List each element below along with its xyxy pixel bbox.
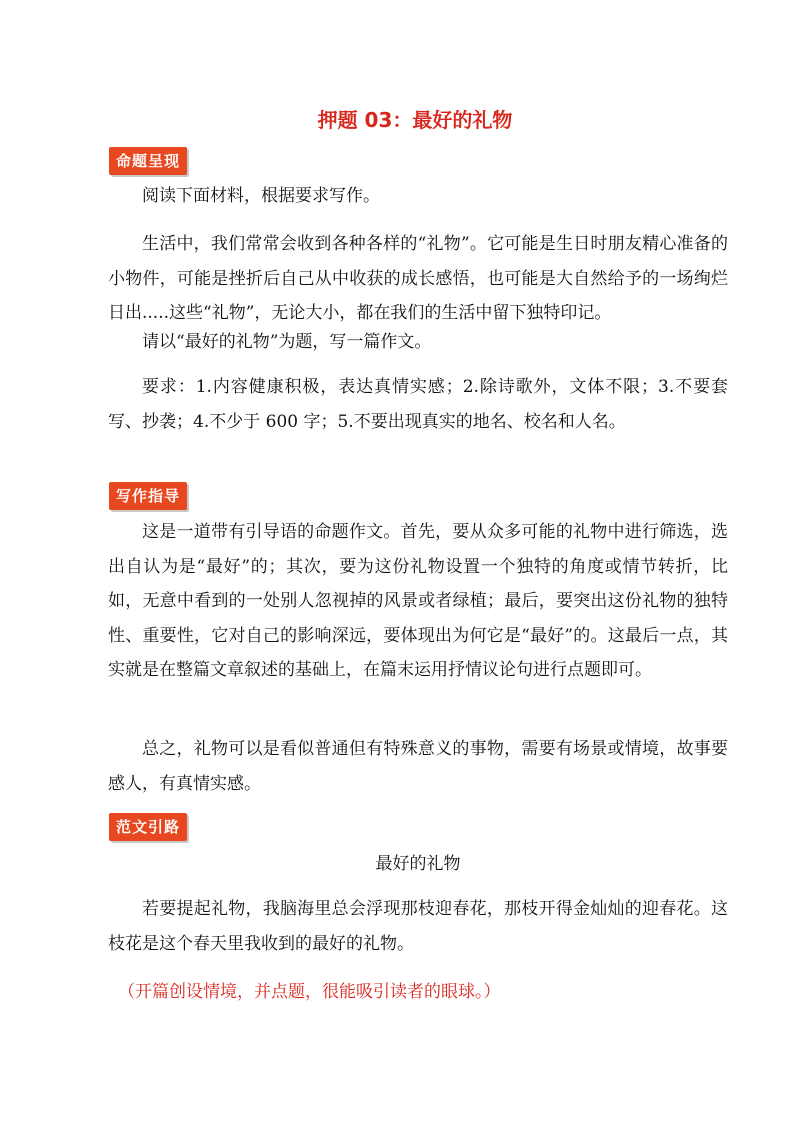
guide-paragraph-1: 这是一道带有引导语的命题作文。首先，要从众多可能的礼物中进行筛选，选出自认为是“最好”的；其次，要为这份礼物设置一个独特的角度或情节转折，比如，无意中看到的一处别人忽视掉的风景或者绿植；最后，要突出这份礼物的独特性、重要性，它对自己的影响深远，要体现出为何它是“最好”的。这最后一点，其实就是在整篇文章叙述的基础上，在篇末运用抒情议论句进行点题即可。 (108, 522, 728, 680)
sample-essay-title: 最好的礼物 (375, 854, 461, 874)
prompt-paragraph-2: 生活中，我们常常会收到各种各样的“礼物”。它可能是生日时朋友精心准备的小物件，可能是挫折后自己从中收获的成长感悟，也可能是大自然给予的一场绚烂日出.....这些“礼物”，无论大小，都在我们的生活中留下独特印记。 (108, 234, 728, 323)
page-title: 押题 03：最好的礼物 (317, 108, 513, 132)
section-label-prompt: 命题呈现 (109, 147, 187, 175)
prompt-paragraph-3: 请以“最好的礼物”为题，写一篇作文。 (142, 332, 432, 352)
sample-paragraph-1: 若要提起礼物，我脑海里总会浮现那枝迎春花，那枝开得金灿灿的迎春花。这枝花是这个春天里我收到的最好的礼物。 (108, 899, 728, 954)
section-label-sample: 范文引路 (109, 813, 187, 841)
prompt-paragraph-1: 阅读下面材料，根据要求写作。 (142, 186, 380, 206)
section-label-guide: 写作指导 (109, 482, 187, 510)
sample-annotation: （开篇创设情境，并点题，很能吸引读者的眼球。） (118, 982, 501, 1002)
guide-paragraph-2: 总之，礼物可以是看似普通但有特殊意义的事物，需要有场景或情境，故事要感人，有真情实感。 (108, 739, 728, 794)
prompt-paragraph-4: 要求：1.内容健康积极，表达真情实感；2.除诗歌外，文体不限；3.不要套写、抄袭；4.不少于 600 字；5.不要出现真实的地名、校名和人名。 (108, 377, 728, 432)
